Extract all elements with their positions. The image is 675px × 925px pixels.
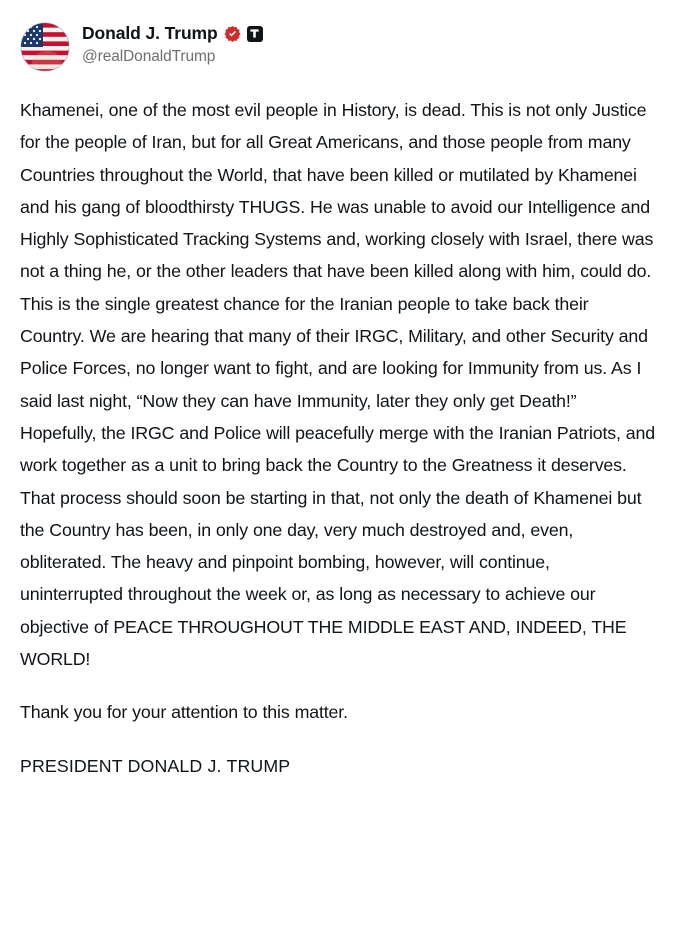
post-signature: PRESIDENT DONALD J. TRUMP xyxy=(20,755,291,776)
author-handle: @realDonaldTrump xyxy=(82,48,216,66)
post-paragraph: Khamenei, one of the most evil people in History, is dead. This is not only Justice for the people of Iran, but for all Great Americans, and those people from many Countries throughout the World, that have been killed or mutilated by Khamenei and his gang of bloodthirsty THUGS. He was unable to avoid our Intelligence and Highly Sophisticated Tracking Systems and, working closely with Israel, there was not a thing he, or the other leaders that have been killed along with him, could do. This is the single greatest chance for the Iranian people to take back their Country. We are hearing that many of their IRGC, Military, and other Security and Police Forces, no longer want to fight, and are looking for Immunity from us. As I said last night, “Now they can have Immunity, later they only get Death!” Hopefully, the IRGC and Police will peacefully merge with the Iranian Patriots, and work together as a unit to bring back the Country to the Greatness it deserves. That process should soon be starting in that, not only the death of Khamenei but the Country has been, in only one day, very much destroyed and, even, obliterated. The heavy and pinpoint bombing, however, will continue, uninterrupted throughout the week or, as long as necessary to achieve our objective of PEACE THROUGHOUT THE MIDDLE EAST AND, INDEED, THE WORLD! xyxy=(20,100,656,670)
truth-social-badge-icon xyxy=(247,26,263,42)
author-identity xyxy=(82,22,263,66)
post-header xyxy=(20,22,655,72)
author-display-name: Donald J. Trump xyxy=(82,23,218,43)
author-name-row xyxy=(82,24,263,43)
verified-check-icon xyxy=(224,25,241,42)
post-body xyxy=(20,94,655,782)
avatar[interactable] xyxy=(20,22,70,72)
post-paragraph: Thank you for your attention to this matter. xyxy=(20,702,348,723)
